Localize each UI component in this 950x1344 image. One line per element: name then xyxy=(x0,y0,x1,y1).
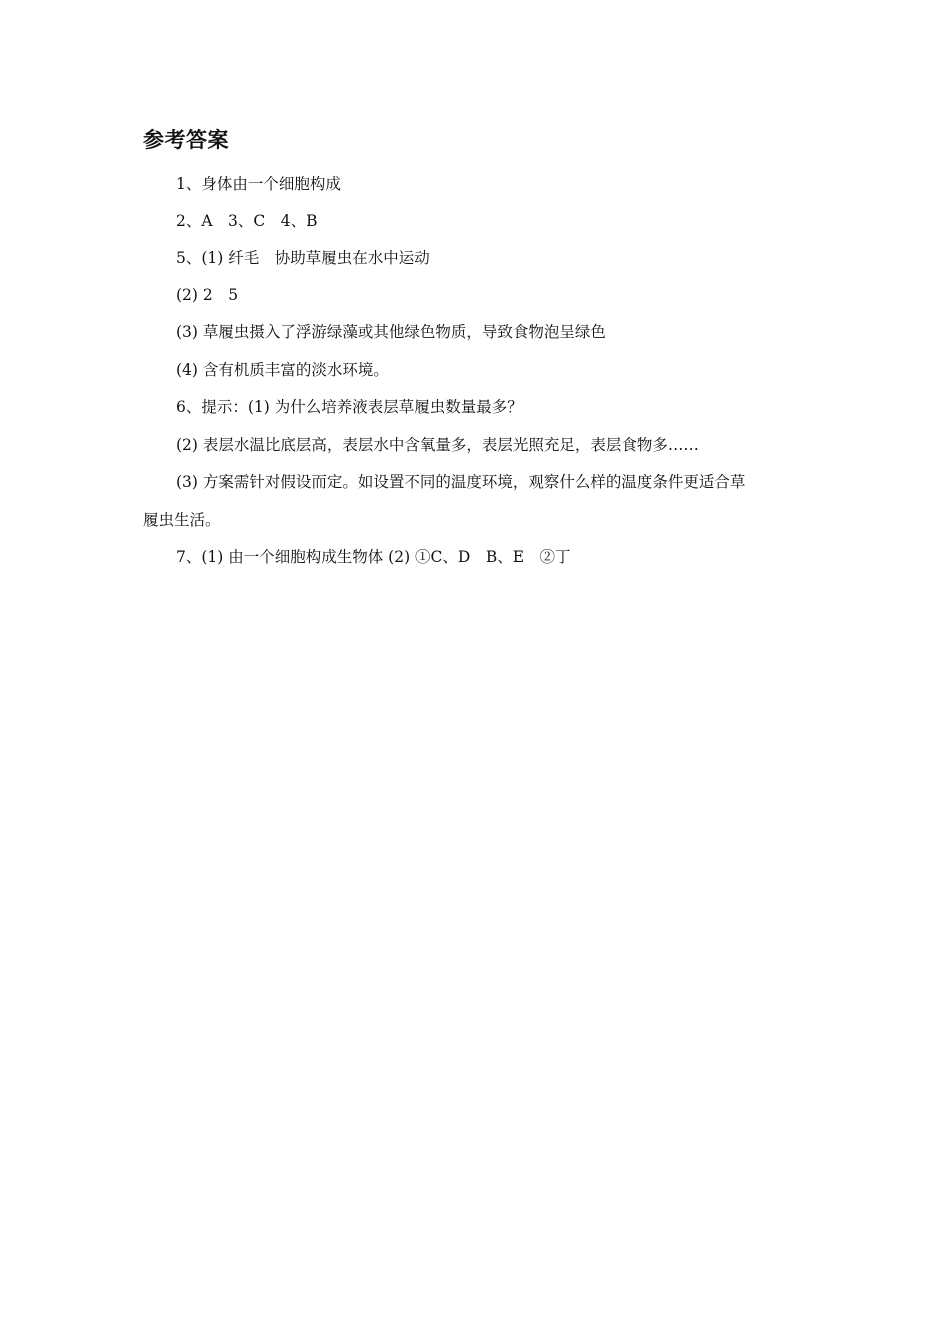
answer-line-9: (3) 方案需针对假设而定。如设置不同的温度环境，观察什么样的温度条件更适合草 xyxy=(176,473,746,491)
answer-line-2: 2、A 3、C 4、B xyxy=(176,212,318,230)
answer-line-3: 5、(1) 纤毛 协助草履虫在水中运动 xyxy=(176,249,430,267)
answer-line-4: (2) 2 5 xyxy=(176,286,239,304)
page-title: 参考答案 xyxy=(143,128,229,152)
answer-line-6: (4) 含有机质丰富的淡水环境。 xyxy=(176,361,389,379)
answer-line-10: 履虫生活。 xyxy=(143,511,221,529)
answer-line-5: (3) 草履虫摄入了浮游绿藻或其他绿色物质，导致食物泡呈绿色 xyxy=(176,323,606,341)
answer-line-11: 7、(1) 由一个细胞构成生物体 (2) ①C、D B、E ②丁 xyxy=(176,548,571,566)
answer-line-8: (2) 表层水温比底层高，表层水中含氧量多，表层光照充足，表层食物多…… xyxy=(176,436,699,454)
answer-line-1: 1、身体由一个细胞构成 xyxy=(176,175,341,193)
answer-line-7: 6、提示：(1) 为什么培养液表层草履虫数量最多？ xyxy=(176,398,523,416)
